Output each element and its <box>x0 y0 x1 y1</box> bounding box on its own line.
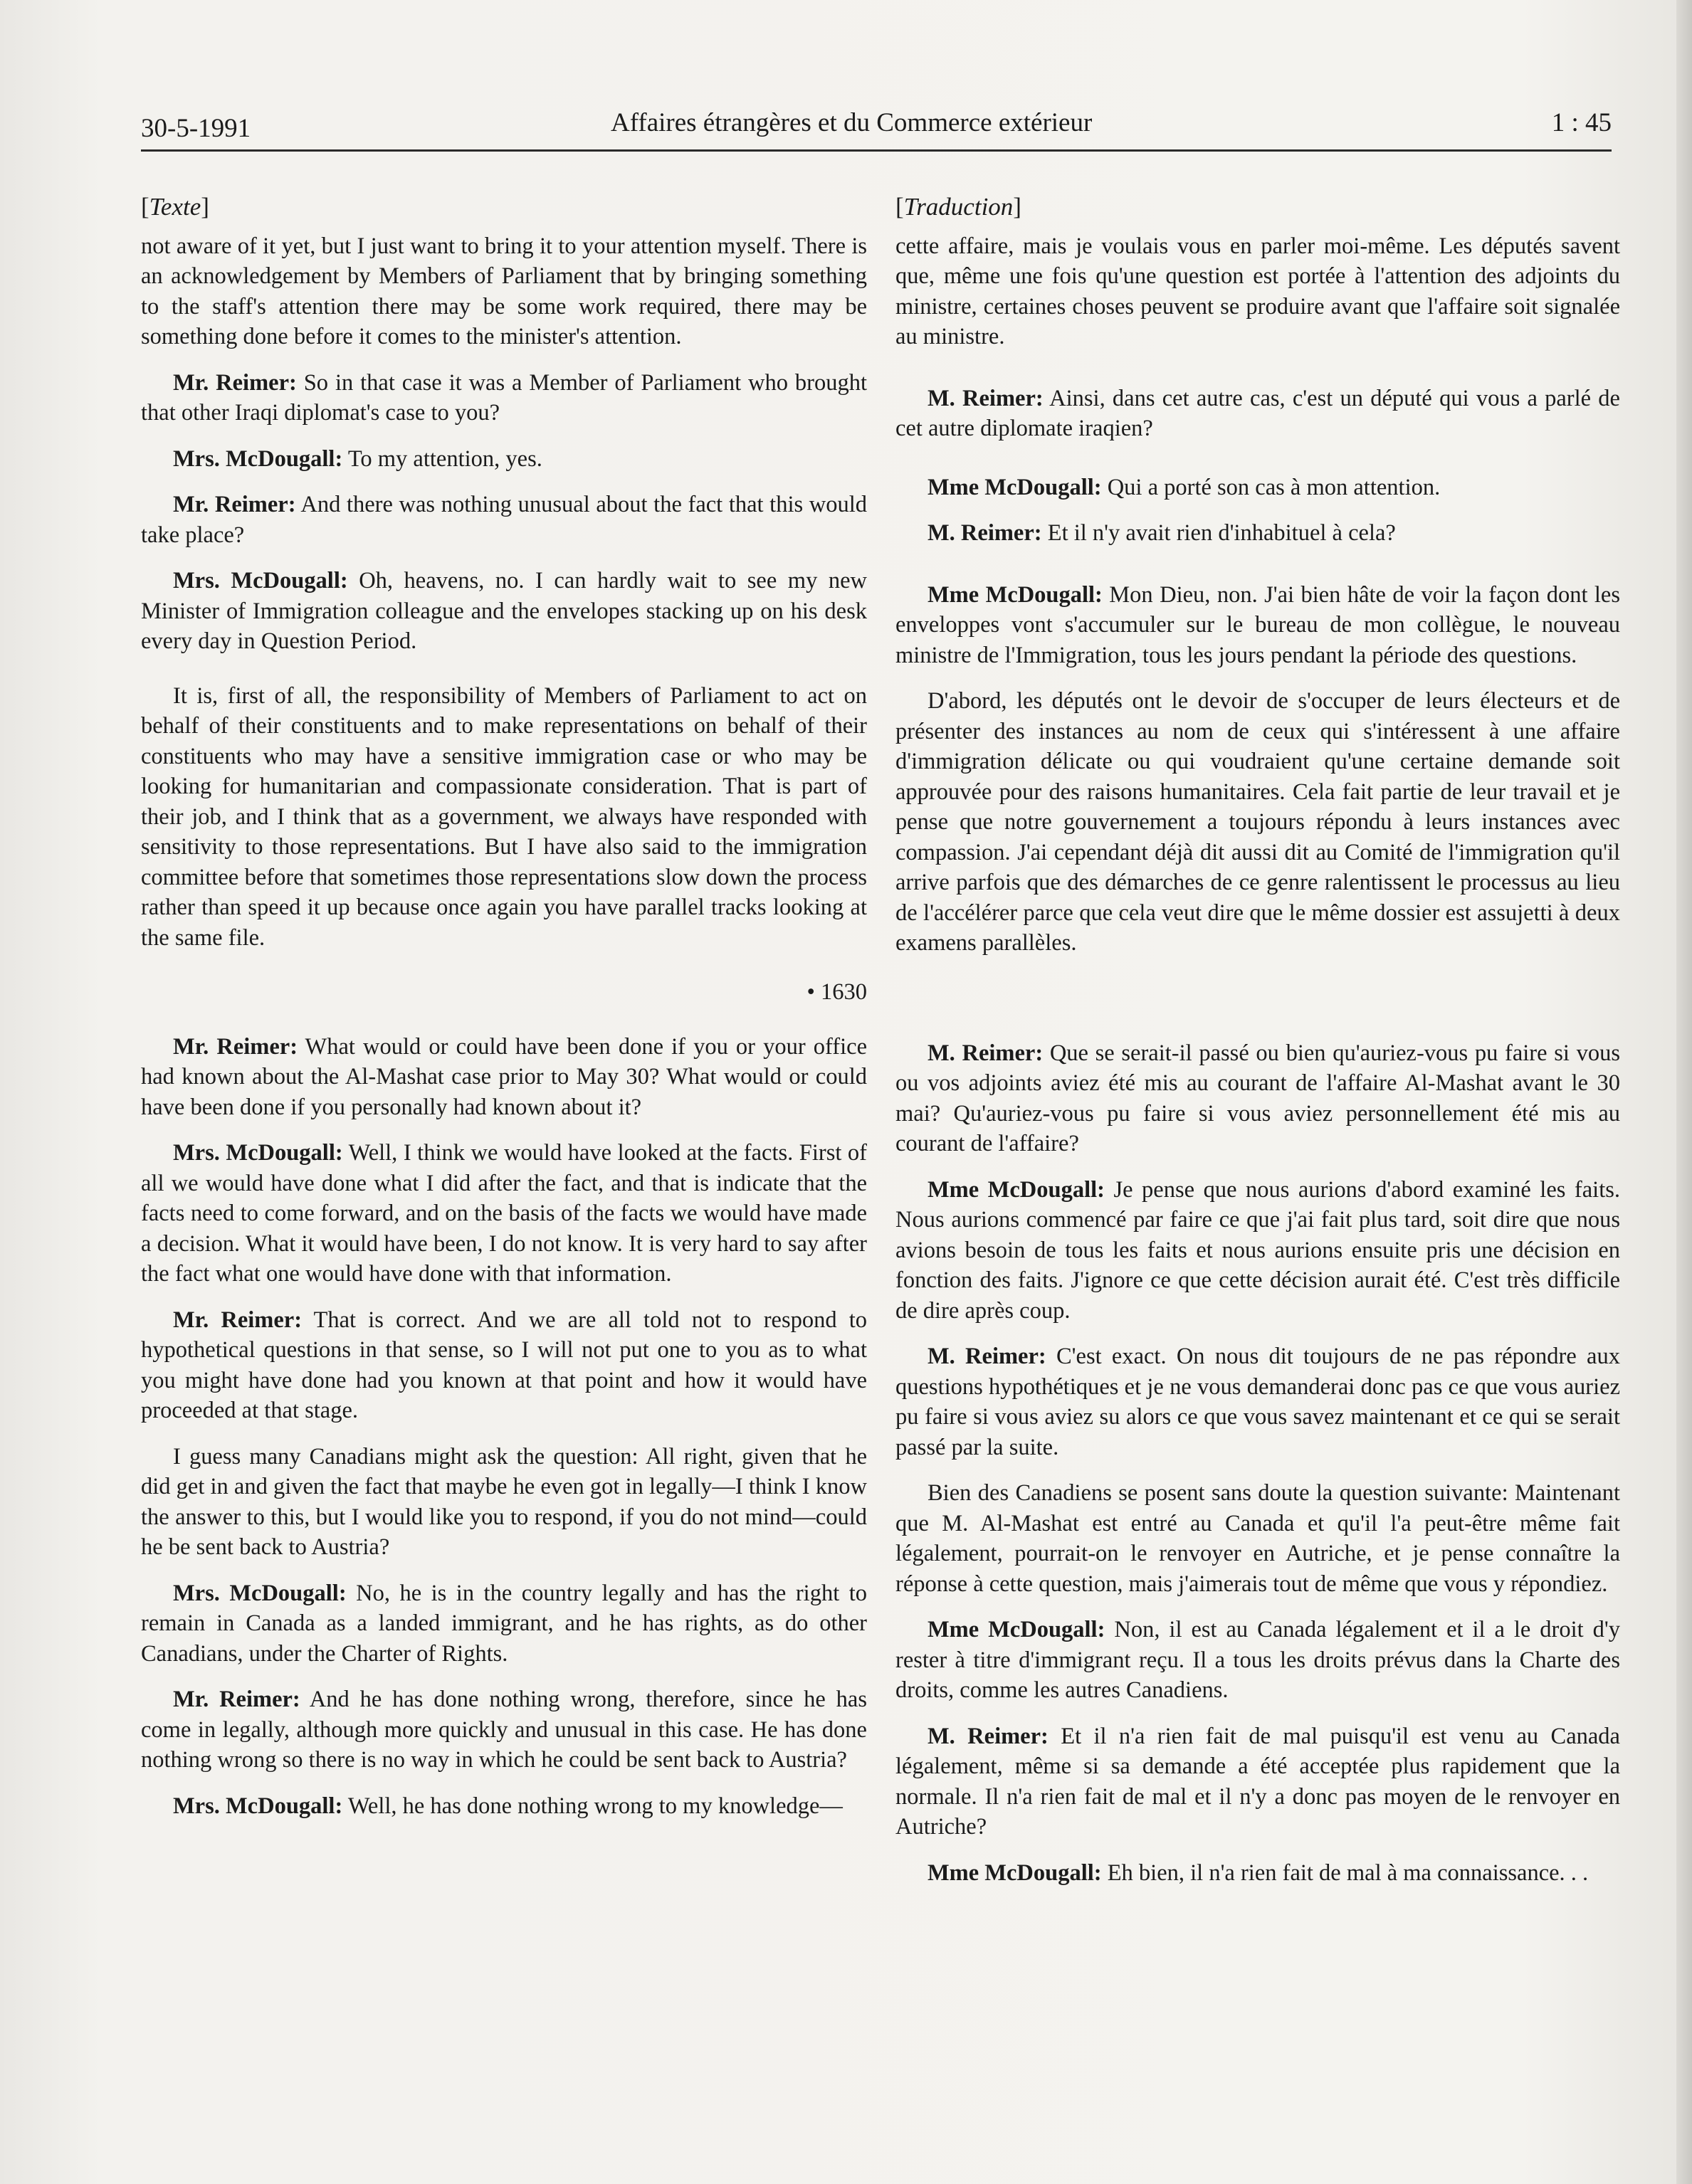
speech-text: Well, I think we would have looked at the facts. First of all we would have done what I did after the fact, and that is indicate that the facts need to come forward, and on the basis of the facts we would have made a decision. What it would have been, I do not know. It is very hard to say after the fact what one would have done with that information. <box>141 1140 867 1287</box>
speech-text: Et il n'a rien fait de mal puisqu'il est venu au Canada légalement, même si sa demande a été acceptée plus rapidement que la normale. Il n'a rien fait de mal et il n'y a donc pas moyen de le renvoyer en Autriche? <box>895 1723 1620 1840</box>
speaker-name: M. Reimer: <box>928 1344 1046 1369</box>
speech-text: And he has done nothing wrong, therefore, since he has come in legally, although more quickly and unusual in this case. He has done nothing wrong so there is no way in which he could be sent back to Austria? <box>141 1687 867 1773</box>
paragraph <box>895 1175 1620 1326</box>
paragraph <box>895 1615 1620 1706</box>
speaker-name: Mr. Reimer: <box>173 369 297 396</box>
paragraph <box>141 566 867 657</box>
speaker-name: Mr. Reimer: <box>173 1687 300 1712</box>
speech-text: So in that case it was a Member of Parliament who brought that other Iraqi diplomat's case to you? <box>141 369 867 426</box>
french-column <box>895 192 1620 1904</box>
paragraph <box>141 444 867 475</box>
paragraph: I guess many Canadians might ask the question: All right, given that he did get in and given the fact that maybe he even got in legally—I think I know the answer to this, but I would like you to respond, if you do not mind—could he be sent back to Austria? <box>141 1443 867 1560</box>
header-page-number: 1 : 45 <box>1551 108 1612 137</box>
paragraph <box>141 368 867 428</box>
speech-text: Je pense que nous aurions d'abord examiné les faits. Nous aurions commencé par faire ce que j'ai fait plus tard, soit dire que nous avions besoin de tous les faits et nous aurions ensuite pris une décision en fonction des faits. J'ignore ce que cette décision aurait été. C'est très difficile de dire après coup. <box>895 1176 1620 1324</box>
column-tag-texte: [Texte] <box>141 193 209 221</box>
speaker-name: Mrs. McDougall: <box>173 1140 343 1166</box>
speech-text: C'est exact. On nous dit toujours de ne pas répondre aux questions hypothétiques et je ne vous demanderai donc pas ce que vous auriez pu faire si vous aviez su alors ce que vous savez maintenant et ce qui se serait passé par la suite. <box>895 1344 1620 1460</box>
english-column <box>141 192 867 1837</box>
speech-text: Mon Dieu, non. J'ai bien hâte de voir la façon dont les enveloppes vont s'accumuler sur le bureau de mon collègue, le nouveau ministre de l'Immigration, tous les jours pendant la période des questions. <box>895 581 1621 668</box>
column-tag-label: Texte <box>149 193 201 221</box>
speaker-name: M. Reimer: <box>928 520 1042 546</box>
speaker-name: Mrs. McDougall: <box>173 445 343 472</box>
speech-text: Que se serait-il passé ou bien qu'auriez-vous pu faire si vous ou vos adjoints aviez été mis au courant de l'affaire Al-Mashat avant le 30 mai? Qu'auriez-vous pu faire si vous aviez personnellement été mis au courant de l'affaire? <box>895 1040 1620 1156</box>
paragraph <box>895 1858 1620 1889</box>
paragraph: not aware of it yet, but I just want to bring it to your attention myself. There is an acknowledgement by Members of Parliament that by bringing something to the staff's attention there may be some work required, there may be something done before it comes to the minister's attention. <box>141 233 867 349</box>
speaker-name: Mrs. McDougall: <box>173 1580 347 1606</box>
speaker-name: Mr. Reimer: <box>173 1033 298 1060</box>
paragraph: D'abord, les députés ont le devoir de s'occuper de leurs électeurs et de présenter des instances au nom de ceux qui s'intéressent à une affaire d'immigration délicate ou qui voudraient qu'une certaine demande soit approuvée pour des raisons humanitaires. Cela fait partie de leur travail et je pense que notre gouvernement a toujours répondu à leurs instances avec compassion. J'ai cependant déjà dit aussi dit au Comité de l'immigration qu'il arrive parfois que des démarches de ce genre ralentissent le processus au lieu de l'accélérer parce que cela veut dire que le même dossier est assujetti à deux examens parallèles. <box>895 688 1620 956</box>
speech-text: Ainsi, dans cet autre cas, c'est un député qui vous a parlé de cet autre diplomate iraqien? <box>895 385 1620 441</box>
speech-text: Well, he has done nothing wrong to my knowledge— <box>342 1793 843 1819</box>
speaker-name: Mme McDougall: <box>928 1176 1105 1203</box>
paragraph <box>141 1138 867 1289</box>
column-tag-traduction: [Traduction] <box>895 193 1021 221</box>
speech-text: Non, il est au Canada légalement et il a le droit d'y rester à titre d'immigrant reçu. Il a tous les droits prévus dans la Charte des droits, comme les autres Canadiens. <box>895 1617 1621 1703</box>
paragraph <box>895 1341 1620 1462</box>
speech-text: Oh, heavens, no. I can hardly wait to see my new Minister of Immigration colleague and the envelopes stacking up on his desk every day in Question Period. <box>141 568 867 654</box>
speaker-name: M. Reimer: <box>928 1040 1044 1066</box>
paragraph <box>895 1721 1620 1842</box>
paragraph <box>141 1578 867 1669</box>
time-marker: • 1630 <box>806 979 867 1005</box>
header-date: 30-5-1991 <box>141 114 251 143</box>
header-title: Affaires étrangères et du Commerce extérieur <box>611 108 1093 137</box>
speech-text: Et il n'y avait rien d'inhabituel à cela? <box>1041 520 1396 546</box>
speaker-name: Mme McDougall: <box>928 474 1102 500</box>
speaker-name: Mme McDougall: <box>928 1617 1105 1642</box>
speech-text: That is correct. And we are all told not to respond to hypothetical questions in that sense, so I will not put one to you as to what you might have done had you known at that point and how it would have proceeded at that stage. <box>141 1307 867 1423</box>
paragraph <box>141 1684 867 1776</box>
speech-text: Qui a porté son cas à mon attention. <box>1101 474 1441 500</box>
speaker-name: Mrs. McDougall: <box>173 568 348 594</box>
speech-text: To my attention, yes. <box>342 445 542 472</box>
speech-text: What would or could have been done if you or your office had known about the Al-Mashat case prior to May 30? What would or could have been done if you personally had known about it? <box>141 1033 867 1120</box>
paragraph: cette affaire, mais je voulais vous en parler moi-même. Les députés savent que, même une fois qu'une question est portée à l'attention des adjoints du ministre, certaines choses peuvent se produire avant que l'affaire soit signalée au ministre. <box>895 233 1620 349</box>
paragraph: Bien des Canadiens se posent sans doute la question suivante: Maintenant que M. Al-Mashat est entré au Canada et qu'il l'a peut-être même fait légalement, pourrait-on le renvoyer en Autriche, et je pense connaître la réponse à cette question, mais j'aimerais tout de même que vous y répondiez. <box>895 1480 1620 1597</box>
paragraph <box>895 518 1620 549</box>
paragraph <box>141 1032 867 1123</box>
column-tag-label: Traduction <box>903 193 1014 221</box>
speaker-name: Mr. Reimer: <box>173 1307 303 1333</box>
speaker-name: Mme McDougall: <box>928 1859 1102 1886</box>
paragraph <box>141 1791 867 1822</box>
paragraph <box>895 473 1620 503</box>
paragraph <box>141 1305 867 1426</box>
speaker-name: Mrs. McDougall: <box>173 1793 343 1819</box>
page-header <box>141 100 1612 152</box>
speaker-name: M. Reimer: <box>928 1723 1049 1749</box>
speaker-name: Mr. Reimer: <box>173 492 296 517</box>
speaker-name: Mme McDougall: <box>928 581 1103 608</box>
speech-text: No, he is in the country legally and has the right to remain in Canada as a landed immigrant, and he has rights, as do other Canadians, under the Charter of Rights. <box>141 1580 867 1667</box>
paragraph <box>141 490 867 550</box>
speech-text: And there was nothing unusual about the fact that this would take place? <box>141 492 868 548</box>
paragraph: It is, first of all, the responsibility of Members of Parliament to act on behalf of their constituents and to make representations on behalf of their constituents who may have a sensitive immigration case or who may be looking for humanitarian and compassionate consideration. That is part of their job, and I think that as a government, we always have responded with sensitivity to those representations. But I have also said to the immigration committee before that sometimes those representations slow down the process rather than speed it up because once again you have parallel tracks looking at the same file. <box>141 682 867 951</box>
paragraph <box>895 1038 1620 1159</box>
speaker-name: M. Reimer: <box>928 385 1044 411</box>
speech-text: Eh bien, il n'a rien fait de mal à ma connaissance. . . <box>1101 1859 1589 1886</box>
paragraph <box>895 580 1620 671</box>
spacer <box>895 974 1620 1038</box>
page-edge <box>1676 0 1692 2184</box>
paragraph <box>895 384 1620 444</box>
